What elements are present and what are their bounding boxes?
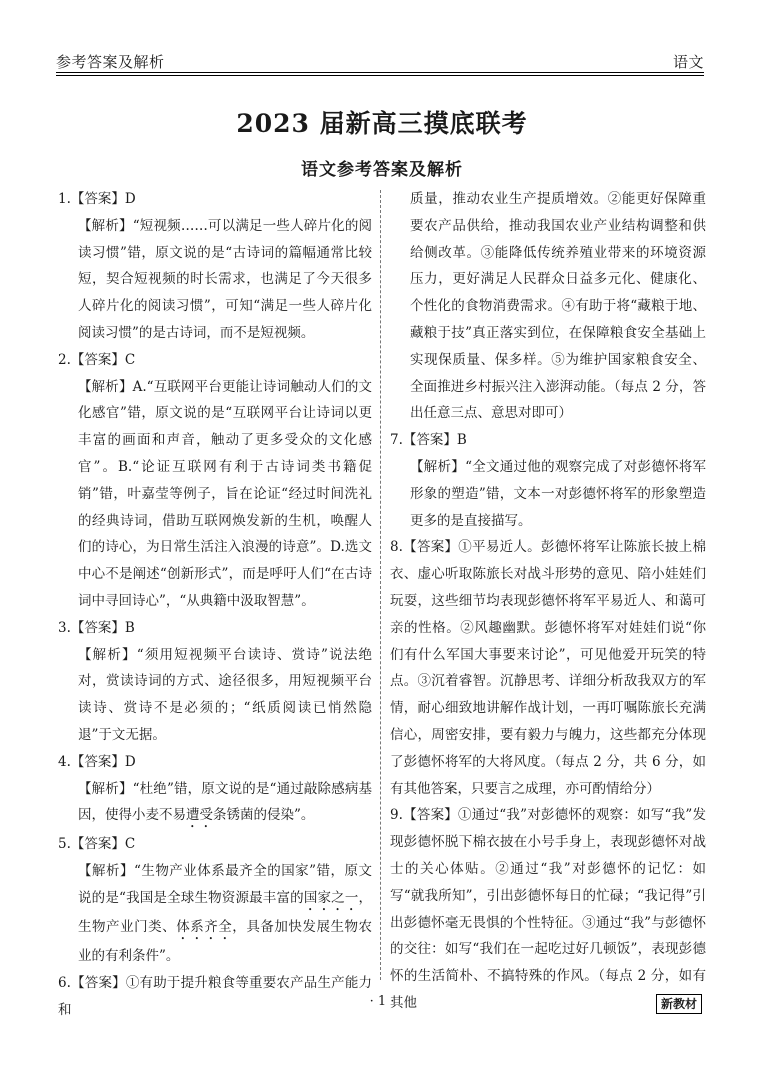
analysis-body-end: ，具备加快发展生物农业的有利条件”。 — [78, 918, 373, 964]
question-number: 2. — [58, 351, 71, 368]
analysis-tag: 【解析】 — [78, 863, 134, 880]
analysis-body-end: 条锈菌的侵染”。 — [213, 807, 315, 824]
answer-tag: 【答案】 — [70, 836, 125, 853]
question-number: 5. — [58, 836, 71, 853]
question-2 — [58, 347, 372, 615]
analysis-tag: 【解析】 — [78, 378, 133, 395]
analysis-text — [58, 374, 372, 615]
answer-tag: 【答案】 — [70, 191, 125, 207]
answer-tag: 【答案】 — [70, 351, 125, 368]
answer-tag: 【答案】 — [402, 432, 457, 449]
analysis-body: “杜绝”错，原文说的是“通过敲除感病基因，使得小麦不易 — [78, 780, 372, 824]
answer-line — [58, 831, 372, 858]
answer-line — [390, 802, 706, 1016]
answer-tag: 【答案】 — [70, 753, 125, 770]
question-number: 1. — [58, 191, 71, 207]
question-number: 9. — [390, 807, 403, 824]
analysis-tag: 【解析】 — [410, 458, 466, 475]
answer-value: ①有助于提升粮食等重要农产品生产能力和 — [58, 974, 373, 1018]
question-8 — [390, 534, 706, 802]
analysis-text — [58, 858, 372, 970]
answer-tag: 【答案】 — [402, 807, 459, 824]
page-header — [56, 42, 704, 72]
analysis-tag: 【解析】 — [78, 646, 137, 663]
left-column — [58, 186, 372, 1023]
analysis-text — [58, 213, 372, 347]
answer-value: B — [456, 432, 467, 449]
page-subtitle: 语文参考答案及解析 — [301, 160, 463, 180]
answer-line — [58, 347, 372, 374]
question-6-continuation: 质量，推动农业生产提质增效。②能更好保障重要农产品供给，推动我国农业产业结构调整和供给侧改革。③能降低传统养殖业带来的环境资源压力，更好满足人民群众日益多元化、健康化、个性化的食物消费需求。④有助于将“藏粮于地、藏粮于技”真正落实到位，在保障粮食安全基础上实现保质量、保多样。⑤为维护国家粮食安全、全面推进乡村振兴注入澎湃动能。（每点 2 分，答出任意三点、意思对即可） — [410, 191, 706, 422]
page-title: 2023 届新高三摸底联考 — [236, 109, 528, 138]
answer-value: C — [124, 836, 136, 853]
question-number: 4. — [58, 753, 71, 770]
answer-line — [390, 427, 706, 454]
answer-value: D — [124, 191, 136, 207]
question-3 — [58, 615, 372, 749]
answer-tag: 【答案】 — [402, 539, 459, 556]
header-subject-label: 语文 — [672, 53, 704, 71]
emphasized-text: 遭受 — [186, 807, 213, 824]
analysis-body: “全文通过他的观察完成了对彭德怀将军形象的塑造”错，文本一对彭德怀将军的形象塑造更多的是直接描写。 — [410, 458, 707, 529]
analysis-body: “生物产业体系最齐全的国家”错，原文说的是“我国是全球生物资源最丰富的 — [78, 863, 373, 906]
answer-value: ①平易近人。彭德怀将军让陈旅长披上棉衣、虚心听取陈旅长对战斗形势的意见、陪小娃娃们玩耍，这些细节均表现彭德怀将军平易近人、和蔼可亲的性格。②风趣幽默。彭德怀将军对娃娃们说“你们有什么军国大事要来讨论”，可见他爱开玩笑的特点。③沉着睿智。沉静思考、详细分析敌我双方的军情，耐心细致地讲解作战计划，一再叮嘱陈旅长充满信心，周密安排，要有毅力与魄力，这些都充分体现了彭德怀将军的大将风度。（每点 2 分，共 6 分，如有其他答案，只要言之成理，亦可酌情给分） — [390, 539, 707, 797]
header-left-label: 参考答案及解析 — [56, 53, 165, 71]
answer-value: D — [124, 753, 136, 770]
header-rule — [56, 72, 704, 73]
analysis-text — [58, 776, 372, 832]
analysis-body: “短视频……可以满足一些人碎片化的阅读习惯”错，原文说的是“古诗词的篇幅通常比较短，契合短视频的时长需求，也满足了今天很多人碎片化的阅读习惯”，可知“满足一些人碎片化阅读习惯”的是古诗词，而不是短视频。 — [78, 217, 372, 341]
question-5 — [58, 831, 372, 969]
analysis-tag: 【解析】 — [78, 217, 133, 234]
emphasized-text: 国家之一 — [303, 889, 359, 906]
question-7 — [390, 427, 706, 534]
question-9 — [390, 802, 706, 1016]
analysis-text — [58, 642, 372, 749]
right-column — [390, 186, 706, 1017]
answer-tag: 【答案】 — [70, 619, 125, 636]
edition-badge: 新教材 — [656, 994, 702, 1014]
emphasized-text-2: 体系齐全 — [176, 918, 233, 935]
question-number: 8. — [390, 539, 403, 556]
question-number: 3. — [58, 619, 71, 636]
answer-value: B — [124, 619, 135, 636]
column-divider — [380, 190, 381, 980]
question-number: 6. — [58, 974, 71, 991]
analysis-body: A.“互联网平台更能让诗词触动人们的文化感官”错，原文说的是“互联网平台让诗词以更丰富的画面和声音，触动了更多受众的文化感官”。B.“论证互联网有利于古诗词类书籍促销”错，叶嘉莹等例子，旨在论证“经过时间洗礼的经典诗词，借助互联网焕发新的生机，唤醒人们的诗心，为日常生活注入浪漫的诗意”。D.选文中心不是阐述“创新形式”，而是呼吁人们“在古诗词中寻回诗心”，“从典籍中汲取智慧”。 — [78, 378, 372, 609]
answer-value: ①通过“我”对彭德怀的观察：如写“我”发现彭德怀脱下棉衣披在小号手身上，表现彭德怀对战士的关心体贴。②通过“我”对彭德怀的记忆：如写“就我所知”，引出彭德怀每日的忙碌；“我记得”引出彭德怀毫无畏惧的个性特征。③通过“我”与彭德怀的交往：如写“我们在一起吃过好几顿饭”，表现彭德怀的生活简朴、不搞特殊的作风。（每点 2 分，如有其他 — [390, 807, 707, 1011]
answer-line — [390, 534, 706, 802]
answer-line — [58, 749, 372, 776]
analysis-tag: 【解析】 — [78, 780, 133, 797]
answer-tag: 【答案】 — [70, 974, 126, 991]
analysis-body-mid: ，生物产业门类、 — [78, 889, 372, 935]
question-1 — [58, 186, 372, 347]
page-number: · 1 · — [369, 994, 395, 1009]
answer-line — [58, 615, 372, 642]
question-number: 7. — [390, 432, 403, 449]
header-rule-thin — [56, 75, 704, 76]
answer-value: C — [124, 351, 136, 368]
answer-line — [58, 186, 372, 213]
analysis-body: “须用短视频平台读诗、赏诗”说法绝对，赏读诗词的方式、途径很多，用短视频平台读诗、赏诗不是必须的；“纸质阅读已悄然隐退”于文无据。 — [78, 646, 373, 743]
analysis-text — [390, 454, 706, 534]
question-4 — [58, 749, 372, 832]
